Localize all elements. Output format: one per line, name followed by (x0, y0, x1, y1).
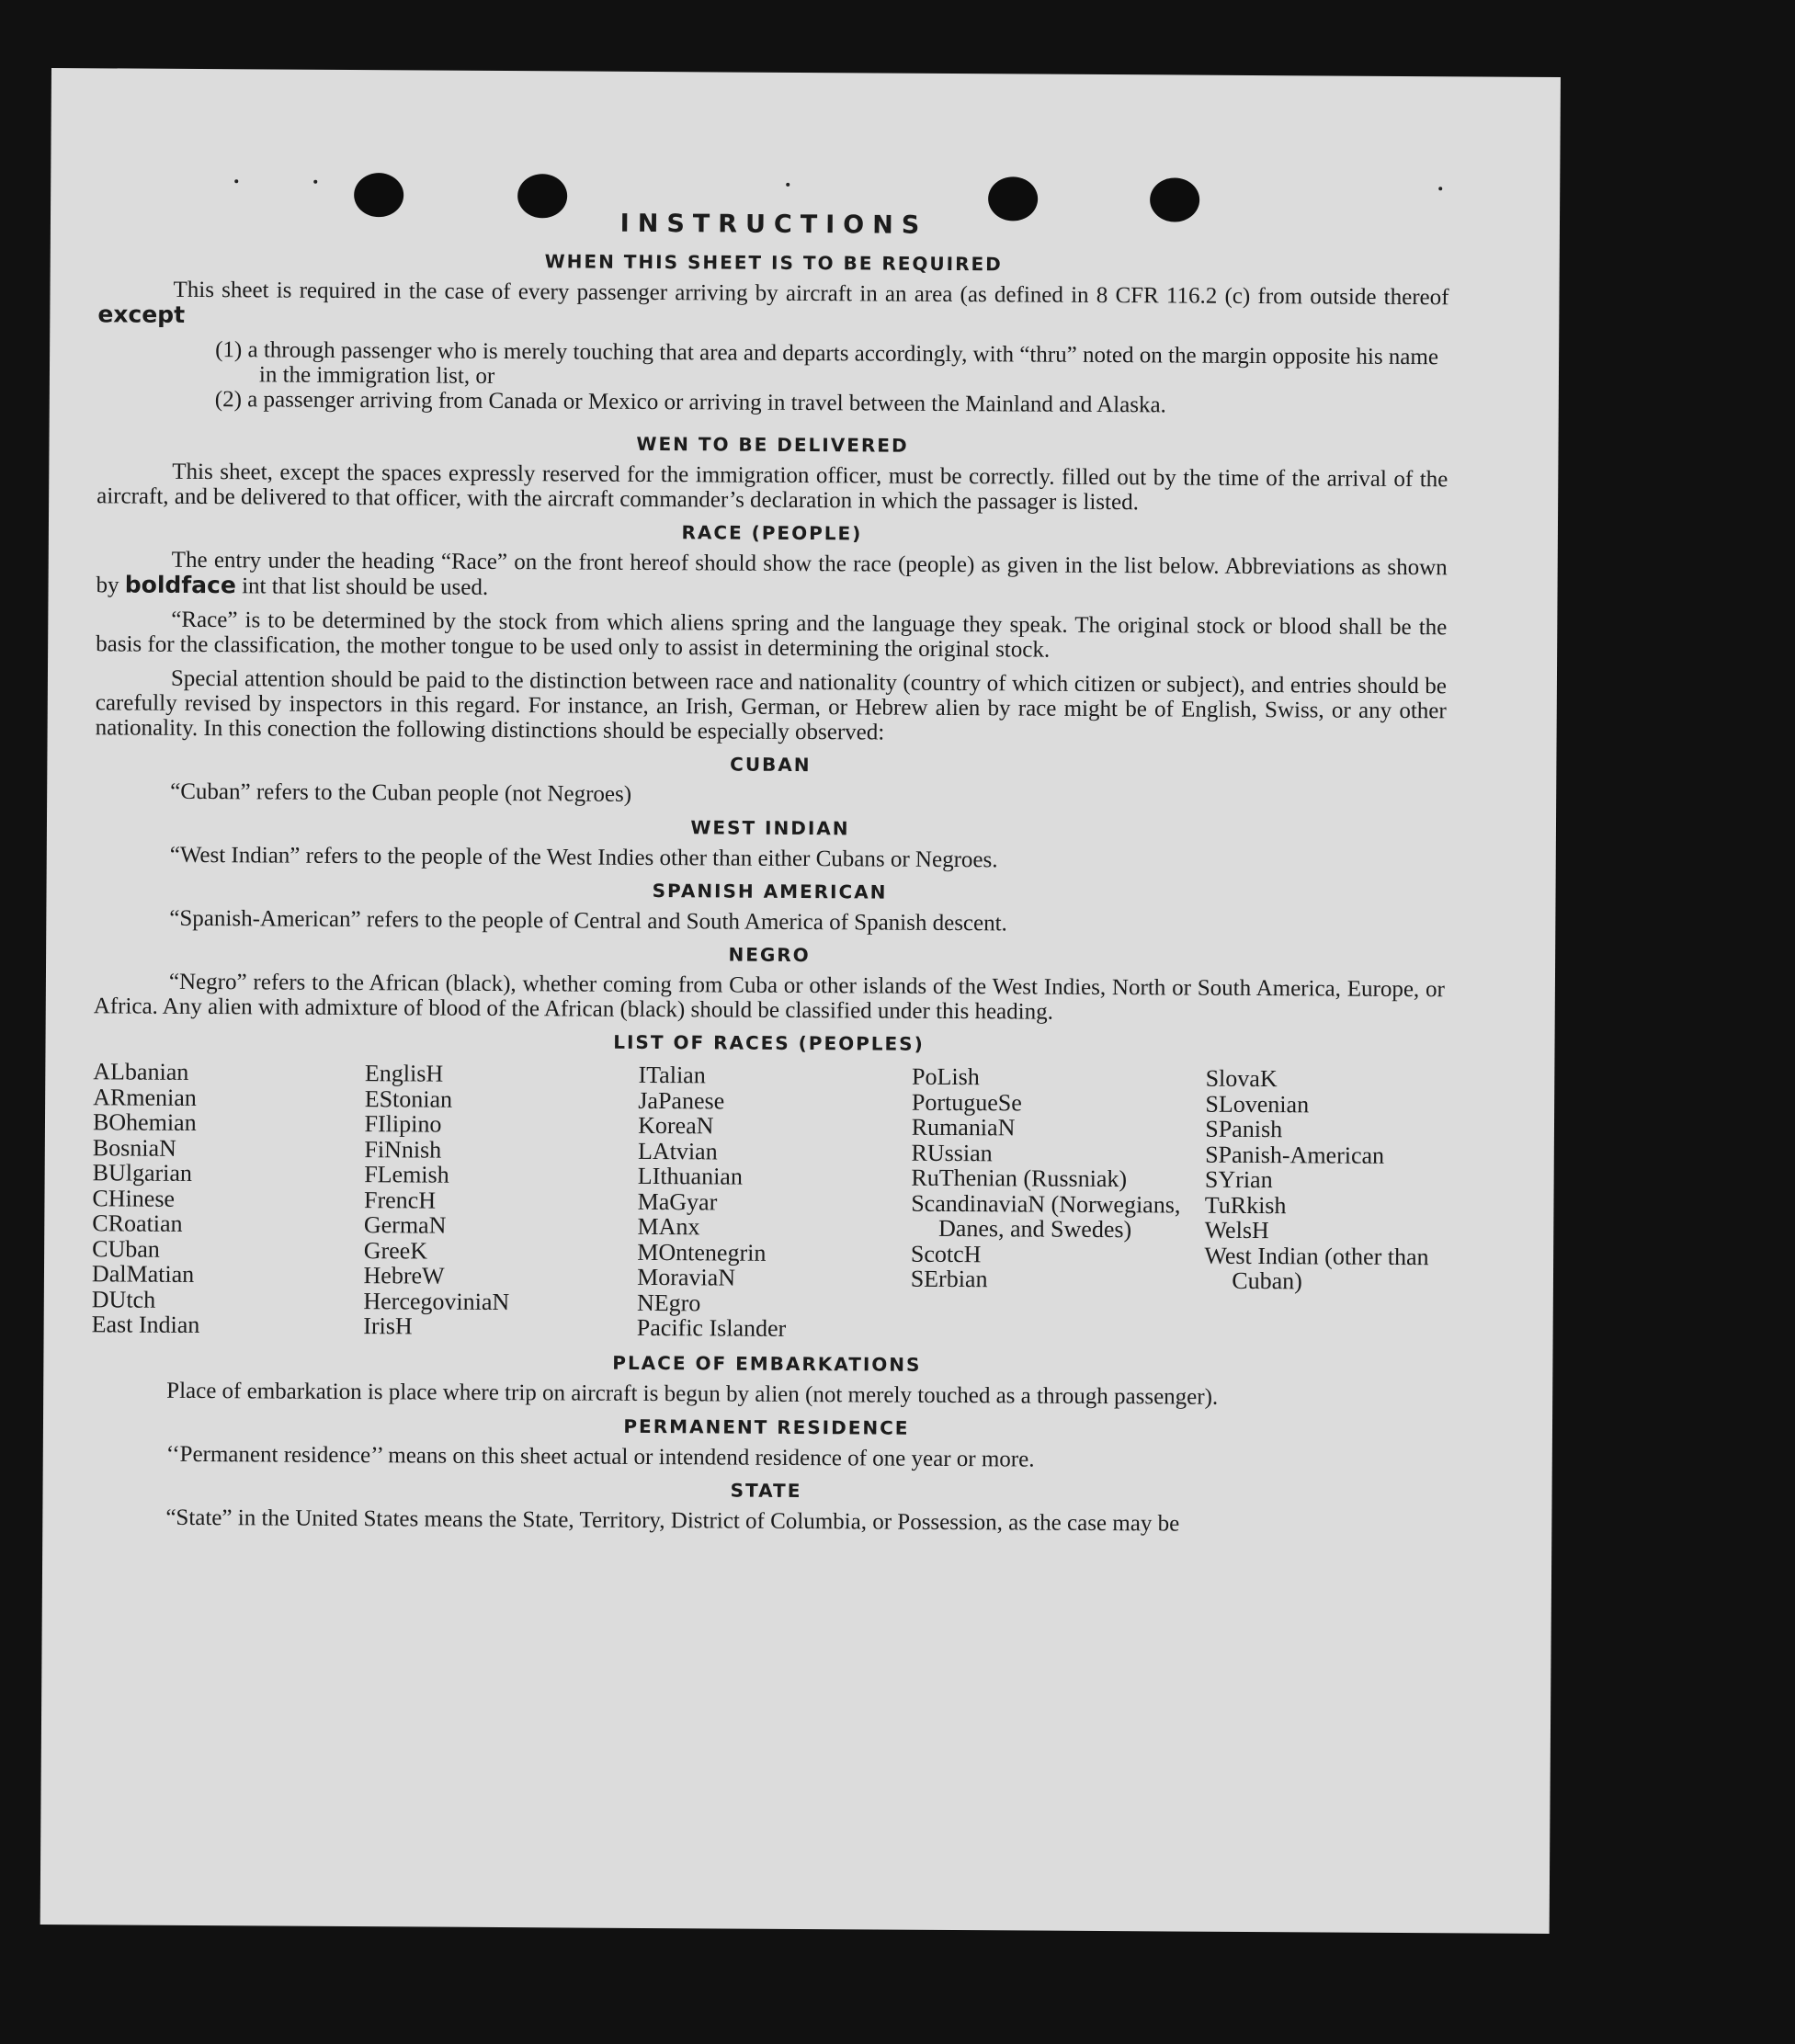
paragraph-race-1 (96, 547, 1447, 606)
heading-embarkation: PLACE OF EMBARKATIONS (612, 1351, 922, 1376)
speck (1438, 187, 1442, 190)
exception-item (97, 336, 1448, 394)
race-entry: BosniaN (92, 1133, 176, 1162)
paragraph-west-indian: “West Indian” refers to the people of the West Indies other than either Cubans or Negroes. (169, 842, 998, 873)
race-entry: CHinese (92, 1184, 176, 1212)
race-entry: MoraviaN (637, 1263, 736, 1291)
race-entry: IrisH (363, 1312, 413, 1340)
paragraph-race-3: Special attention should be paid to the distinction between race and nationality (country of which citizen or subject), and entries should be carefully revised by inspectors in this regard. For instance, an Irish, German, or Hebrew alien by race might be of English, Swiss, or any other nationality. In this conection the following distinctions should be especially observed: (95, 665, 1448, 745)
race-entry: West Indian (other than Cuban) (1204, 1242, 1429, 1295)
page-title: INSTRUCTIONS (619, 209, 928, 240)
race-entry: TuRkish (1204, 1191, 1287, 1219)
paragraph-embarkation: Place of embarkation is place where trip on aircraft is begun by alien (not merely touched as a through passenger). (166, 1378, 1219, 1410)
race-entry: MOntenegrin (637, 1238, 767, 1266)
races-column (1204, 1066, 1444, 1346)
races-column (637, 1062, 912, 1342)
race-entry: Pacific Islander (636, 1313, 787, 1342)
race-entry: CUban (92, 1234, 160, 1263)
race-entry: SErbian (910, 1265, 988, 1293)
heading-west-indian: WEST INDIAN (690, 816, 850, 840)
race-entry: MaGyar (637, 1187, 718, 1215)
speck (313, 180, 317, 184)
exception-text: a through passenger who is merely touching that area and departs accordingly, with “thru” noted on the margin opposite his name in the immigration list, or (247, 337, 1439, 389)
race-entry: RUssian (911, 1139, 993, 1166)
when-required-intro: This sheet is required in the case of every passenger arriving by aircraft in an area (as defined in 8 CFR 116.2 (c) from outside thereof (173, 277, 1449, 311)
punch-hole (354, 173, 403, 217)
race-entry: LIthuanian (637, 1162, 744, 1190)
race-entry: RumaniaN (911, 1113, 1016, 1141)
race-entry: ITalian (638, 1061, 706, 1089)
heading-spanish-american: SPANISH AMERICAN (652, 880, 888, 903)
race-entry: FLemish (364, 1161, 449, 1188)
paragraph-negro: “Negro” refers to the African (black), whether coming from Cuba or other islands of the West Indies, North or South America, Europe, or Africa. Any alien with admixture of blood of the African (black) should be classified under this heading. (93, 969, 1445, 1025)
race-entry: GreeK (363, 1236, 428, 1265)
race-entry: LAtvian (637, 1137, 718, 1164)
heading-when-delivered: WEN TO BE DELIVERED (636, 432, 909, 457)
race-entry: SPanish-American (1205, 1141, 1385, 1169)
race-entry: RuThenian (Russniak) (911, 1164, 1128, 1193)
races-list (92, 1059, 1445, 1345)
race-entry: SYrian (1204, 1165, 1273, 1194)
race-entry: SlovaK (1205, 1064, 1278, 1093)
race-entry: DalMatian (91, 1260, 195, 1288)
race-entry: DUtch (91, 1285, 156, 1313)
exception-number: (2) (214, 387, 243, 413)
paragraph-cuban: “Cuban” refers to the Cuban people (not Negroes) (170, 778, 632, 807)
race-entry: East Indian (91, 1311, 200, 1339)
race-entry: ScotcH (910, 1240, 982, 1267)
race-entry: KoreaN (638, 1111, 714, 1140)
race-entry: SPanish (1205, 1115, 1283, 1143)
races-column (363, 1061, 638, 1340)
heading-negro: NEGRO (728, 943, 811, 967)
paragraph-race-2: “Race” is to be determined by the stock from which aliens spring and the language they speak. The original stock or blood shall be the basis for the classification, the mother tongue to be used only to assist in determining the original stock. (96, 607, 1448, 663)
heading-race: RACE (PEOPLE) (681, 521, 863, 545)
race-entry: ALbanian (93, 1058, 189, 1085)
race-entry: FIlipino (364, 1110, 442, 1138)
heading-list-of-races: LIST OF RACES (PEOPLES) (613, 1030, 925, 1055)
race-entry: BOhemian (92, 1108, 197, 1136)
race-entry: EStonian (364, 1084, 453, 1113)
paragraph-when-required (97, 277, 1448, 335)
punch-hole (1150, 177, 1199, 221)
races-column (910, 1064, 1205, 1344)
race-entry: BUlgarian (92, 1159, 193, 1187)
paragraph-permanent-residence: ‘‘Permanent residence’’ means on this sheet actual or intendend residence of one year or more. (165, 1441, 1035, 1472)
race-entry: CRoatian (92, 1209, 183, 1237)
exception-text: a passenger arriving from Canada or Mexico or arriving in travel between the Mainland and Alaska. (247, 387, 1166, 418)
race-entry: JaPanese (638, 1086, 725, 1114)
punch-hole (517, 174, 567, 218)
paragraph-spanish-american: “Spanish-American” refers to the people of Central and South America of Spanish descent. (169, 905, 1007, 937)
race-p1-text: The entry under the heading “Race” on the front hereof should show the race (people) as given in the list below. Abbreviations as shown by (96, 547, 1448, 598)
speck (786, 183, 790, 187)
race-entry: FrencH (363, 1186, 437, 1214)
instruction-sheet (40, 68, 1561, 1934)
race-entry: HercegoviniaN (363, 1287, 510, 1315)
race-entry: MAnx (637, 1212, 700, 1241)
heading-permanent-residence: PERMANENT RESIDENCE (623, 1414, 910, 1439)
race-entry: HebreW (363, 1262, 445, 1289)
heading-state: STATE (730, 1479, 802, 1502)
paragraph-state: “State” in the United States means the State, Territory, District of Columbia, or Possession, as the case may be (165, 1505, 1180, 1537)
race-entry: ScandinaviaN (Norwegians, Danes, and Swedes) (911, 1189, 1181, 1243)
race-entry: PoLish (912, 1062, 980, 1091)
punch-hole (988, 176, 1038, 221)
race-entry: WelsH (1204, 1216, 1269, 1244)
race-entry: NEgro (636, 1289, 701, 1316)
races-column (92, 1059, 365, 1338)
paragraph-when-delivered: This sheet, except the spaces expressly reserved for the immigration officer, must be correctly. filled out by the time of the arrival of the aircraft, and be delivered to that officer, with the aircraft commander’s declaration in which the passager is listed. (97, 459, 1448, 516)
race-p1-tail: int that list should be used. (242, 573, 489, 600)
except-word: except (97, 301, 186, 328)
race-entry: FiNnish (364, 1135, 442, 1164)
race-entry: PortugueSe (911, 1088, 1022, 1116)
boldface-word: boldface (124, 571, 236, 599)
race-entry: EnglisH (364, 1060, 444, 1087)
speck (234, 179, 238, 183)
race-entry: SLovenian (1205, 1090, 1310, 1118)
race-entry: ARmenian (93, 1083, 197, 1111)
race-entry: GermaN (363, 1211, 447, 1239)
heading-when-required: WHEN THIS SHEET IS TO BE REQUIRED (544, 250, 1003, 276)
heading-cuban: CUBAN (730, 753, 812, 777)
exception-number: (1) (215, 337, 243, 363)
